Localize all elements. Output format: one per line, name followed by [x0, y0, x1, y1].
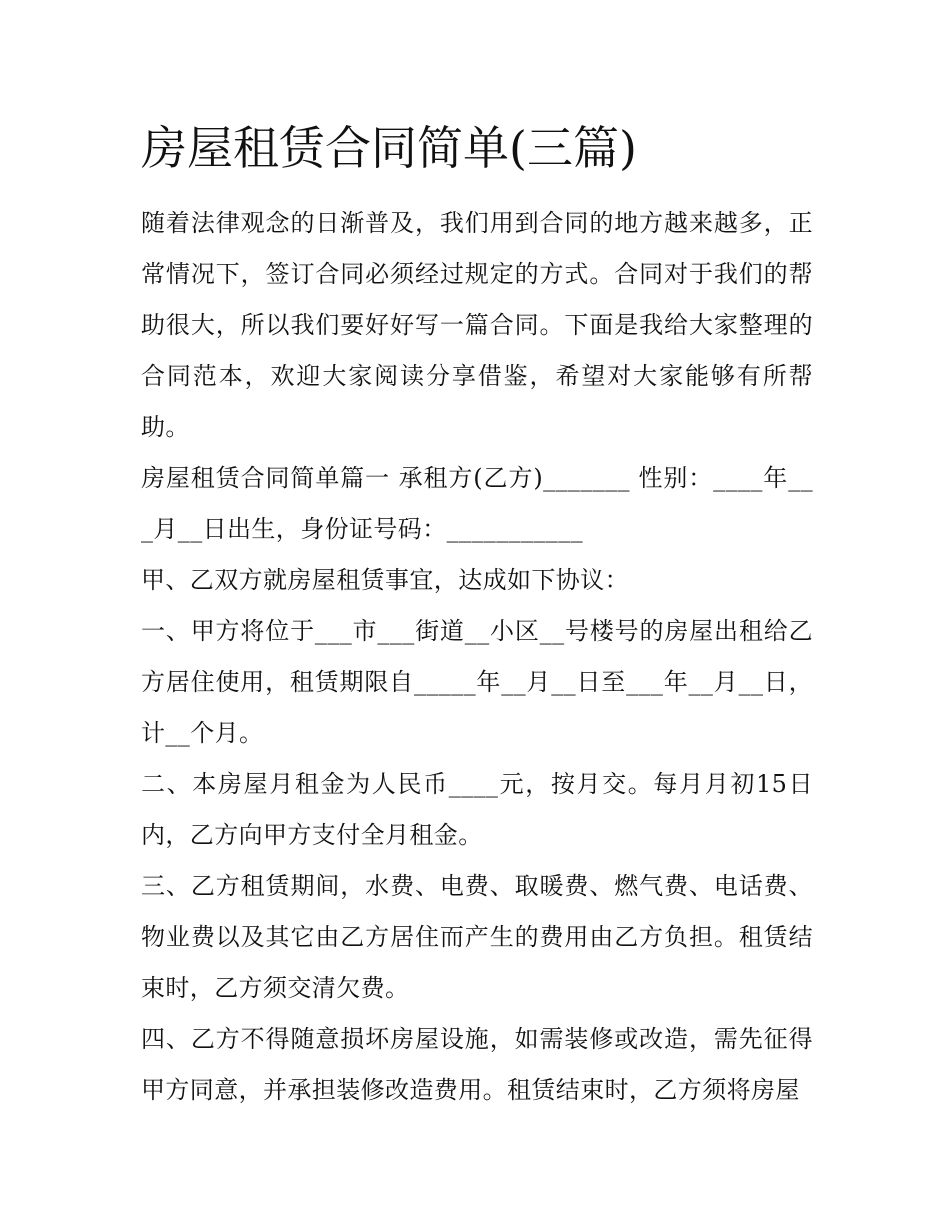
intro-paragraph: 随着法律观念的日渐普及，我们用到合同的地方越来越多，正常情况下，签订合同必须经过规定的方式。合同对于我们的帮助很大，所以我们要好好写一篇合同。下面是我给大家整理的合同范本，欢迎大家阅读分享借鉴，希望对大家能够有所帮助。 — [141, 209, 813, 441]
clause-2-paragraph: 二、本房屋月租金为人民币____元，按月交。每月月初15日内，乙方向甲方支付全月租金。 — [141, 770, 813, 849]
document-title: 房屋租赁合同简单(三篇) — [141, 121, 637, 175]
clause-3-paragraph: 三、乙方租赁期间，水费、电费、取暖费、燃气费、电话费、物业费以及其它由乙方居住而产生的费用由乙方负担。租赁结束时，乙方须交清欠费。 — [141, 872, 813, 1002]
tenant-info-paragraph: 房屋租赁合同简单篇一 承租方(乙方)_______ 性别：____年___月__日出生，身份证号码：___________ — [141, 464, 813, 543]
clause-4-paragraph: 四、乙方不得随意损坏房屋设施，如需装修或改造，需先征得甲方同意，并承担装修改造费用。租赁结束时，乙方须将房屋 — [141, 1025, 813, 1104]
clause-1-paragraph: 一、甲方将位于___市___街道__小区__号楼号的房屋出租给乙方居住使用，租赁期限自_____年__月__日至___年__月__日，计__个月。 — [141, 617, 813, 747]
agreement-intro-paragraph: 甲、乙双方就房屋租赁事宜，达成如下协议： — [141, 566, 629, 594]
document-body — [141, 112, 813, 1116]
